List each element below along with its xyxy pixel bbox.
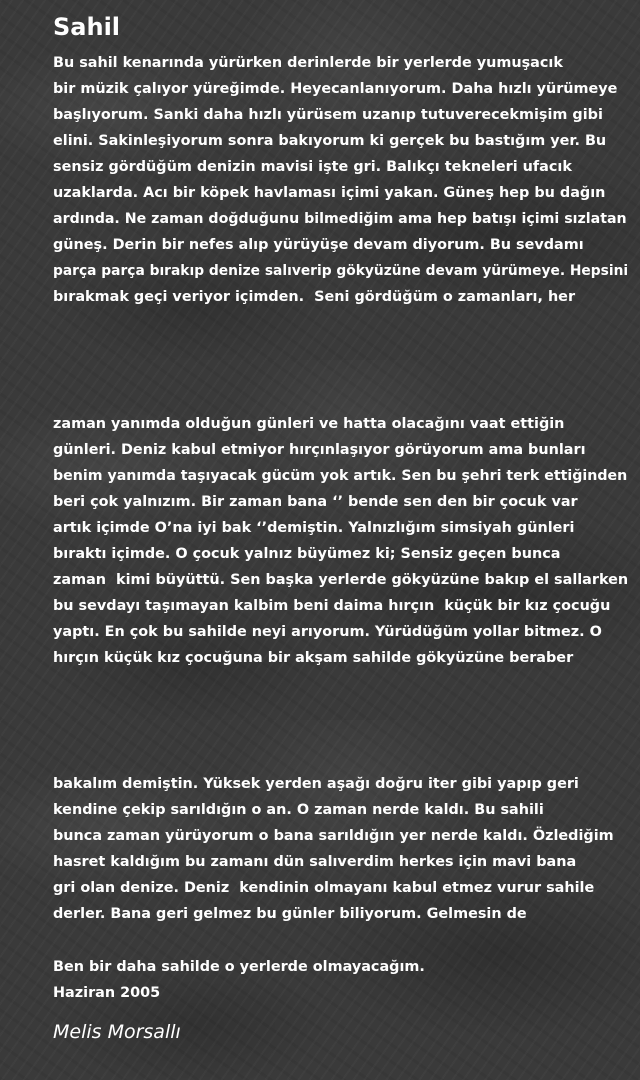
poem-author: Melis Morsallı: [53, 1021, 181, 1043]
poem-date: Haziran 2005: [53, 985, 161, 1001]
poem-line: Ben bir daha sahilde o yerlerde olmayacağım.: [53, 959, 425, 975]
poem-line: günleri. Deniz kabul etmiyor hırçınlaşıyor görüyorum ama bunları: [53, 442, 586, 458]
poem-line: ardında. Ne zaman doğduğunu bilmediğim ama hep batışı içimi sızlatan: [53, 211, 627, 227]
poem-line: kendine çekip sarıldığın o an. O zaman nerde kaldı. Bu sahili: [53, 802, 544, 818]
poem-line: bakalım demiştin. Yüksek yerden aşağı doğru iter gibi yapıp geri: [53, 776, 579, 792]
poem-line: Bu sahil kenarında yürürken derinlerde bir yerlerde yumuşacık: [53, 55, 563, 71]
poem-stanza-4: [53, 954, 633, 1006]
poem-line: sensiz gördüğüm denizin mavisi işte gri. Balıkçı tekneleri ufacık: [53, 159, 572, 175]
poem-line: başlıyorum. Sanki daha hızlı yürüsem uzanıp tutuverecekmişim gibi: [53, 107, 603, 123]
poem-line: beri çok yalnızım. Bir zaman bana ‘’ bende sen den bir çocuk var: [53, 494, 578, 510]
poem-line: gri olan denize. Deniz kendinin olmayanı kabul etmez vurur sahile: [53, 880, 595, 896]
poem-title: Sahil: [53, 13, 121, 41]
poem-line: artık içimde O’na iyi bak ‘’demiştin. Yalnızlığım simsiyah günleri: [53, 520, 575, 536]
poem-line: derler. Bana geri gelmez bu günler biliyorum. Gelmesin de: [53, 906, 527, 922]
poem-line: bu sevdayı taşımayan kalbim beni daima hırçın küçük bir kız çocuğu: [53, 598, 611, 614]
poem-line: uzaklarda. Acı bir köpek havlaması içimi yakan. Güneş hep bu dağın: [53, 185, 606, 201]
poem-line: hasret kaldığım bu zamanı dün salıverdim herkes için mavi bana: [53, 854, 577, 870]
poem-line: bıraktı içimde. O çocuk yalnız büyümez ki; Sensiz geçen bunca: [53, 546, 561, 562]
poem-line: bunca zaman yürüyorum o bana sarıldığın yer nerde kaldı. Özlediğim: [53, 828, 614, 844]
poem-line: elini. Sakinleşiyorum sonra bakıyorum ki gerçek bu bastığım yer. Bu: [53, 133, 607, 149]
poem-line: hırçın küçük kız çocuğuna bir akşam sahilde gökyüzüne beraber: [53, 650, 574, 666]
poem-line: parça parça bırakıp denize salıverip gökyüzüne devam yürümeye. Hepsini: [53, 263, 629, 279]
poem-line: yaptı. En çok bu sahilde neyi arıyorum. Yürüdüğüm yollar bitmez. O: [53, 624, 602, 640]
poem-line: zaman yanımda olduğun günleri ve hatta olacağını vaat ettiğin: [53, 416, 565, 432]
poem-line: güneş. Derin bir nefes alıp yürüyüşe devam diyorum. Bu sevdamı: [53, 237, 584, 253]
poem-line: bir müzik çalıyor yüreğimde. Heyecanlanıyorum. Daha hızlı yürümeye: [53, 81, 618, 97]
poem-line: zaman kimi büyüttü. Sen başka yerlerde gökyüzüne bakıp el sallarken: [53, 572, 629, 588]
poem-stanza-3: [53, 771, 633, 927]
poem-stanza-2: [53, 411, 633, 671]
poem-stanza-1: [53, 50, 633, 310]
poem-line: benim yanımda taşıyacak gücüm yok artık. Sen bu şehri terk ettiğinden: [53, 468, 628, 484]
poem-line: bırakmak geçi veriyor içimden. Seni gördüğüm o zamanları, her: [53, 289, 576, 305]
